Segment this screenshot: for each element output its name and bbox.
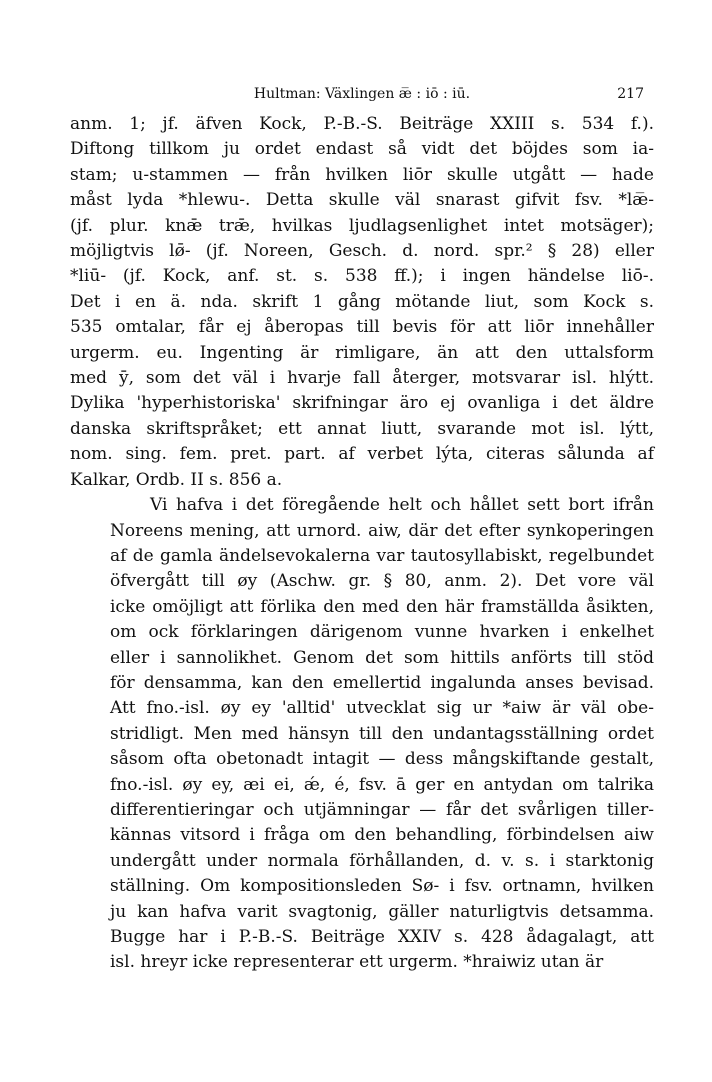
paragraph [70,493,654,976]
running-title: Hultman: Växlingen æ̅ : iō : iū. [253,86,471,102]
text-line: Vi hafva i det föregående helt och hållet sett bort ifrån [150,495,654,516]
text-line: Diftong tillkom ju ordet endast så vidt det böjdes som ia- [70,139,654,160]
text-line: fno.-isl. øy ey, æi ei, ǽ, é, fsv. ā ger en antydan om talrika [110,774,654,795]
text-line: Det i en ä. nda. skrift 1 gång mötande liut, som Kock s. [70,291,654,312]
text-line: stam; u-stammen — från hvilken liōr skulle utgått — hade [70,164,654,185]
paragraph [70,112,654,493]
text-line: icke omöjligt att förlika den med den här framställda åsikten, [110,596,654,617]
running-head [70,86,654,110]
text-line: undergått under normala förhållanden, d. v. s. i starktonig [110,850,654,871]
text-line: nom. sing. fem. pret. part. af verbet lýta, citeras sålunda af [70,444,654,465]
text-line: ju kan hafva varit svagtonig, gäller naturligtvis detsamma. [110,901,654,922]
text-line: Att fno.-isl. øy ey 'alltid' utvecklat sig ur *aiw är väl obe- [110,698,654,719]
body-text [70,112,654,976]
text-line: måst lyda *hlewu-. Detta skulle väl snarast gifvit fsv. *læ̅- [70,190,654,211]
text-line: (jf. plur. knǣ trǣ, hvilkas ljudlagsenlighet intet motsäger); [70,215,654,236]
text-line: Dylika 'hyperhistoriska' skrifningar äro ej ovanliga i det äldre [70,393,654,414]
text-line: möjligtvis lø̄- (jf. Noreen, Gesch. d. nord. spr.² § 28) eller [70,241,654,262]
text-line: af de gamla ändelsevokalerna var tautosyllabiskt, regelbundet [110,545,654,566]
text-line: Bugge har i P.-B.-S. Beiträge XXIV s. 428 ådagalagt, att [110,927,654,947]
text-line: såsom ofta obetonadt intagit — dess mångskiftande gestalt, [110,749,654,770]
text-line: *liū- (jf. Kock, anf. st. s. 538 ff.); i ingen händelse liō-. [70,266,654,287]
text-line: öfvergått till øy (Aschw. gr. § 80, anm. 2). Det vore väl [110,571,654,592]
text-line: anm. 1; jf. äfven Kock, P.-B.-S. Beiträge XXIII s. 534 f.). [70,114,654,134]
text-line: om ock förklaringen därigenom vunne hvarken i enkelhet [110,622,654,643]
text-line: eller i sannolikhet. Genom det som hittils anförts till stöd [110,647,654,668]
text-line: Noreens mening, att urnord. aiw, där det efter synkoperingen [110,520,654,541]
text-line: differentieringar och utjämningar — får det svårligen tiller- [110,799,654,820]
text-line: stridligt. Men med hänsyn till den undantagsställning ordet [110,723,654,744]
text-line: 535 omtalar, får ej åberopas till bevis för att liōr innehåller [70,317,654,338]
text-line: danska skriftspråket; ett annat liutt, svarande mot isl. lýtt, [70,418,654,439]
page-number: 217 [617,86,644,102]
text-line: för densamma, kan den emellertid ingalunda anses bevisad. [110,672,654,693]
text-line: ställning. Om kompositionsleden Sø- i fsv. ortnamn, hvilken [110,876,654,897]
text-line: urgerm. eu. Ingenting är rimligare, än att den uttalsform [70,342,654,363]
text-line: kännas vitsord i fråga om den behandling, förbindelsen aiw [110,825,654,846]
text-line: Kalkar, Ordb. II s. 856 a. [70,469,283,490]
text-line: isl. hreyr icke representerar ett urgerm. *hraiwiz utan är [110,952,604,973]
text-line: med ȳ, som det väl i hvarje fall återger, motsvarar isl. hlýtt. [70,368,654,389]
